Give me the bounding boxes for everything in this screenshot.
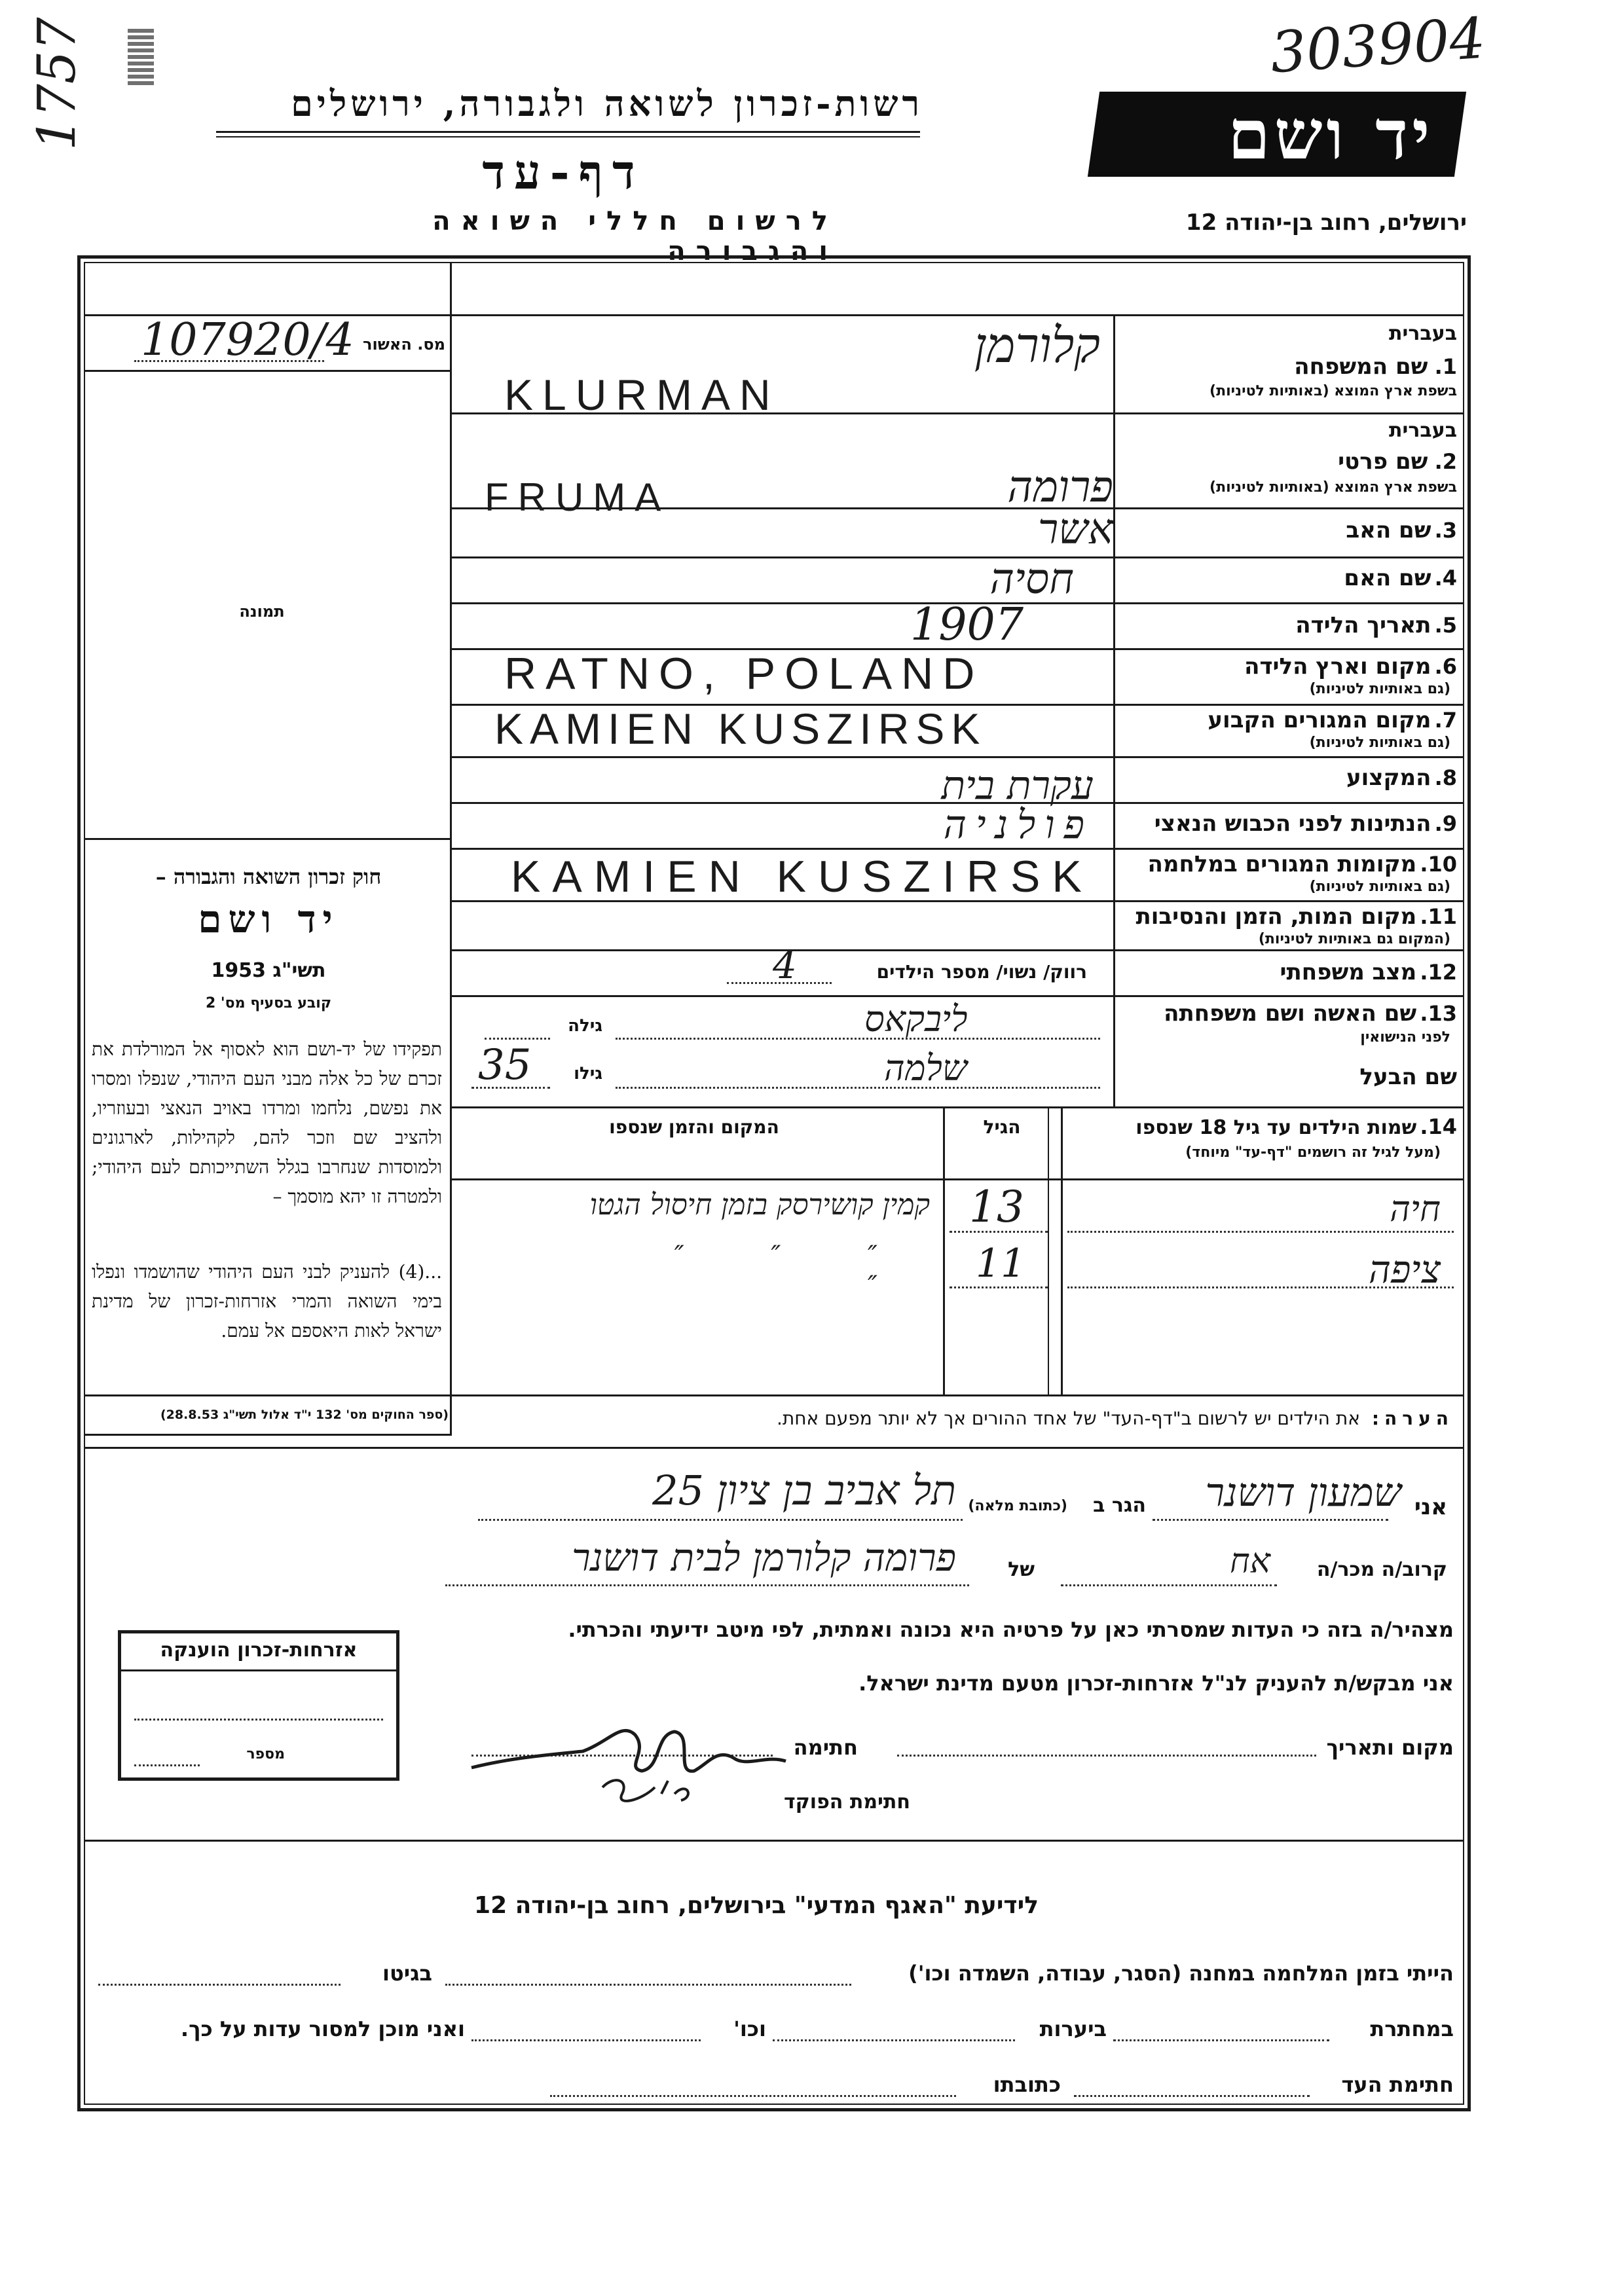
- field-6-label: 6. מקום וארץ הלידה: [1244, 653, 1457, 680]
- field-9-label: 9. הנתינות לפני הכבוש הנאצי: [1154, 811, 1457, 837]
- f2-value-heb: פרומה: [1007, 462, 1113, 512]
- field-11-label: 11. מקום המות, הזמן והנסיבות: [1135, 903, 1457, 930]
- field-4-label: 4. שם האם: [1344, 565, 1457, 591]
- f9-value: פולניה: [943, 802, 1094, 848]
- relation-label: קרוב/ה מכר/ה: [1316, 1558, 1447, 1581]
- memorial-box: [118, 1630, 399, 1781]
- law-year: תשי"ג 1953: [211, 959, 326, 982]
- place-header: המקום והזמן שנספו: [609, 1116, 779, 1138]
- f10-sub: (גם באותיות לטיניות): [1309, 879, 1450, 895]
- info-line-2d: ואני מוכן למסור עדות על כך.: [180, 2016, 465, 2041]
- info-title: לידיעת "האגף המדעי" בירושלים, רחוב בן-יהודה 12: [474, 1892, 1039, 1919]
- law-text-1: תפקידו של יד-ושם הוא לאסוף אל המורלדת את זכרם של כל אלה מבני העם היהודי, שנפלו ומסרו את נפשם, נלחמו ומרדו באויב הנאצי ובעוזריו, ולהציב שם וזכר להם, לקהילות, לארגונים ולמוסדות שנחרבו בגלל השתייכותם לעם היהודי; ולמטרה זו יהא מוסמך –: [92, 1038, 442, 1207]
- law-source: (ספר החוקים מס' 132 י"ד אלול תשי"ג 28.8.53): [160, 1408, 449, 1422]
- authority-name: רשות-זכרון לשואה ולגבורה, ירושלים: [291, 82, 923, 124]
- field-5-label: 5. תאריך הלידה: [1295, 612, 1457, 638]
- f12-value: 4: [773, 943, 797, 987]
- child-2-place: ″ ″ ″ ″: [674, 1241, 917, 1301]
- f10-value: KAMIEN KUSZIRSK: [511, 852, 1094, 902]
- child-1-place: קמין קושירסק בזמן חיסול הגטו: [589, 1188, 930, 1222]
- address: ירושלים, רחוב בן-יהודה 12: [1185, 210, 1467, 236]
- statement-2: אני מבקש/ת להעניק לנ"ל אזרחות-זכרון מטעם מדינת ישראל.: [858, 1671, 1454, 1696]
- yad-vashem-logo: [1088, 92, 1466, 177]
- f2-sub: בשפת ארץ המוצא (באותיות לטיניות): [1209, 479, 1457, 496]
- children-sub: (מעל לגיל זה רושמים "דף-עד" מיוחד): [1185, 1144, 1441, 1161]
- law-section: קובע בסעיף מס' 2: [205, 995, 332, 1011]
- f7-value: KAMIEN KUSZIRSK: [494, 704, 987, 753]
- field-8-label: 8. המקצוע: [1346, 765, 1457, 791]
- field-13-label: 13. שם האשה ושם משפחתה: [1164, 1000, 1457, 1027]
- f6-value: RATNO, POLAND: [504, 649, 984, 699]
- residing-label: הגר ב: [1093, 1494, 1146, 1517]
- info-line-3a: חתימת העד: [1341, 2072, 1454, 2097]
- husband-age-label: גילו: [574, 1064, 602, 1084]
- field-2-label: 2. שם פרטי: [1338, 448, 1457, 475]
- info-line-1b: בגיטו: [382, 1961, 432, 1986]
- side-number: 1757: [26, 17, 87, 151]
- archive-number: 303904: [1268, 5, 1488, 86]
- husband-age: 35: [478, 1041, 532, 1089]
- child-1-name: חיה: [1390, 1188, 1441, 1230]
- photo-label: תמונה: [239, 602, 285, 621]
- of-label: של: [1008, 1558, 1035, 1581]
- approval-label: מס. האשור: [363, 335, 445, 354]
- f13-value: ליבקאס: [864, 998, 968, 1040]
- child-1-age: 13: [969, 1182, 1024, 1232]
- f6-sub: (גם באותיות לטיניות): [1309, 681, 1450, 697]
- logo-text: יד ושם: [1228, 94, 1434, 175]
- field-12-label: 12. מצב משפחתי: [1280, 959, 1457, 985]
- husband-value: שלמה: [884, 1048, 968, 1089]
- f1-value-lat: KLURMAN: [504, 371, 780, 419]
- info-line-2a: במחתרת: [1370, 2016, 1454, 2041]
- f1-sub: בשפת ארץ המוצא (באותיות לטיניות): [1209, 383, 1457, 399]
- field-10-label: 10. מקומות המגורים במלחמה: [1147, 851, 1457, 877]
- relation-value: אח: [1230, 1542, 1270, 1581]
- address-hint: (כתובת מלאה): [968, 1498, 1067, 1514]
- child-2-age: 11: [976, 1241, 1026, 1286]
- law-text-2: ...(4) להעניק לבני העם היהודי שהושמדו ונפלו בימי השואה והמרי אזרחות-זכרון של מדינת ישראל לאות היאספם אל עמם.: [92, 1261, 442, 1341]
- signature-label: חתימה: [793, 1735, 858, 1760]
- info-line-1a: הייתי בזמן המלחמה במחנה (הסגר, עבודה, השמדה וכו'): [908, 1961, 1454, 1986]
- witness-address: תל אביב בן ציון 25: [652, 1467, 956, 1514]
- law-name: יד ושם: [198, 897, 339, 941]
- child-2-name: ציפה: [1369, 1247, 1441, 1292]
- law-title: חוק זכרון השואה והגבורה –: [155, 864, 382, 889]
- age-header: הגיל: [983, 1116, 1021, 1138]
- note: הערה: את הילדים יש לרשום ב"דף-העד" של אחד ההורים אך לא יותר מפעם אחת.: [776, 1408, 1454, 1429]
- f11-sub: (המקום גם באותיות לטיניות): [1258, 931, 1450, 947]
- f1-heb-tag: בעברית: [1389, 322, 1457, 345]
- children-label: 14. שמות הילדים עד גיל 18 שנספו: [1135, 1114, 1457, 1139]
- memorial-box-number-label: מספר: [246, 1746, 285, 1762]
- info-line-2b: ביערות: [1039, 2016, 1107, 2041]
- memorial-box-title: אזרחות-זכרון הוענקה: [160, 1639, 358, 1662]
- form-subtitle: לרשום חללי השואה והגבורה: [432, 206, 838, 266]
- f2-heb-tag: בעברית: [1389, 419, 1457, 442]
- f7-sub: (גם באותיות לטיניות): [1309, 735, 1450, 751]
- f2-value-lat: FRUMA: [485, 475, 671, 519]
- f1-value-heb: קלורמן: [974, 318, 1100, 374]
- f5-value: 1907: [910, 599, 1024, 651]
- f12-text: רווק/ נשוי/ מספר הילדים: [876, 961, 1087, 983]
- f13-age-label: גילה: [568, 1016, 602, 1036]
- stamp-mark: [128, 26, 154, 85]
- field-3-label: 3. שם האב: [1346, 517, 1457, 543]
- f8-value: עקרת בית: [941, 763, 1094, 809]
- husband-label: שם הבעל: [1359, 1064, 1457, 1090]
- f3-value: אשר: [1037, 505, 1113, 554]
- f13-sub: לפני הנישואין: [1360, 1029, 1450, 1046]
- form-title: דף-עד: [482, 144, 644, 200]
- field-1-label: 1. שם המשפחה: [1294, 354, 1457, 380]
- place-date-label: מקום ותאריך: [1326, 1735, 1454, 1760]
- witness-name: שמעון דושנר: [1205, 1470, 1401, 1516]
- f4-value: חסיה: [989, 555, 1074, 604]
- info-line-3b: כתובתו: [993, 2072, 1061, 2097]
- approval-value: 107920/4: [141, 314, 354, 366]
- i-label: אני: [1414, 1494, 1447, 1520]
- statement-1: מצהיר/ה בזה כי העדות שמסרתי כאן על פרטיה היא נכונה ואמתית, לפי מיטב ידיעתי והכרתי.: [568, 1617, 1454, 1642]
- officer-signature-label: חתימת הפוקד: [784, 1791, 910, 1813]
- info-line-2c: וכו': [733, 2016, 766, 2041]
- field-7-label: 7. מקום המגורים הקבוע: [1208, 707, 1457, 733]
- relation-of: פרומה קלורמן לבית דושנר: [572, 1535, 956, 1580]
